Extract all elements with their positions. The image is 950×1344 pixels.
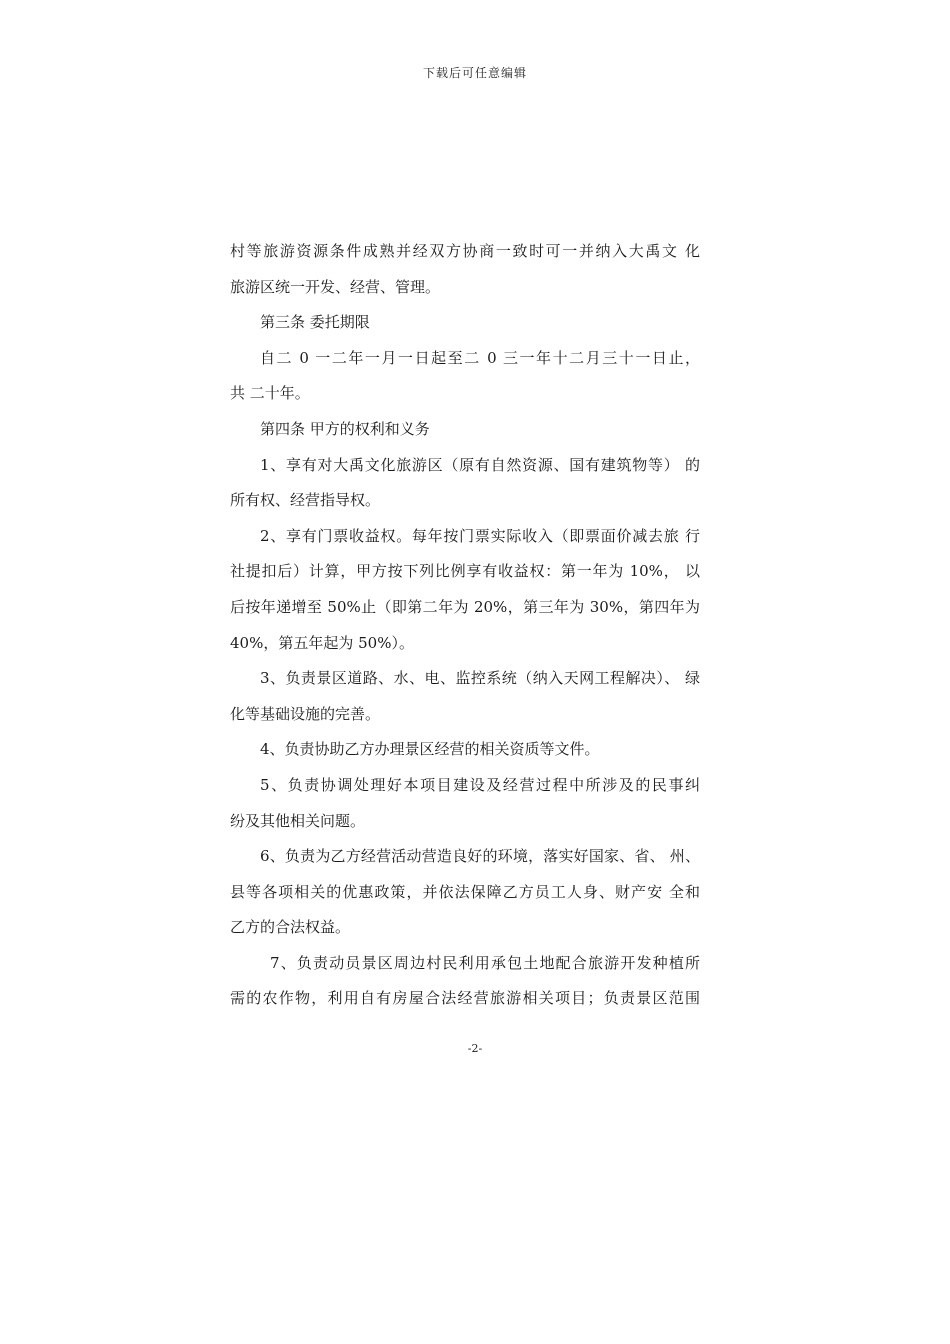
page-header: 下载后可任意编辑 bbox=[422, 66, 527, 80]
page-number: -2- bbox=[467, 1042, 483, 1055]
text-line: 4、负责协助乙方办理景区经营的相关资质等文件。 bbox=[260, 740, 600, 759]
text-line: 自二 0 一二年一月一日起至二 0 三一年十二月三十一日止， bbox=[260, 348, 700, 367]
text-line: 村等旅游资源条件成熟并经双方协商一致时可一并纳入大禹文 化 bbox=[230, 242, 700, 260]
section-heading: 第三条 委托期限 bbox=[260, 313, 370, 332]
section-heading: 第四条 甲方的权利和义务 bbox=[260, 419, 430, 438]
text-line: 共 二十年。 bbox=[230, 384, 310, 403]
text-line: 后按年递增至 50%止（即第二年为 20%，第三年为 30%，第四年为 bbox=[230, 597, 700, 616]
text-line: 3、负责景区道路、水、电、监控系统（纳入天网工程解决）、 绿 bbox=[260, 669, 700, 688]
text-line: 化等基础设施的完善。 bbox=[230, 704, 381, 723]
text-line: 旅游区统一开发、经营、管理。 bbox=[230, 277, 441, 296]
document-body bbox=[230, 234, 700, 1017]
text-line: 需的农作物，利用自有房屋合法经营旅游相关项目；负责景区范围 bbox=[230, 989, 700, 1008]
text-line: 2、享有门票收益权。每年按门票实际收入（即票面价减去旅 行 bbox=[260, 526, 700, 545]
text-line: 40%，第五年起为 50%）。 bbox=[230, 633, 414, 652]
text-line: 社提扣后）计算，甲方按下列比例享有收益权：第一年为 10%， 以 bbox=[230, 562, 700, 581]
text-line: 6、负责为乙方经营活动营造良好的环境，落实好国家、省、 州、 bbox=[260, 847, 700, 866]
text-line: 所有权、经营指导权。 bbox=[230, 491, 381, 510]
text-line: 县等各项相关的优惠政策，并依法保障乙方员工人身、财产安 全和 bbox=[230, 882, 700, 901]
text-line: 乙方的合法权益。 bbox=[230, 918, 351, 937]
text-line: 1、享有对大禹文化旅游区（原有自然资源、国有建筑物等） 的 bbox=[260, 455, 700, 474]
text-line: 5、负责协调处理好本项目建设及经营过程中所涉及的民事纠 bbox=[260, 775, 700, 794]
text-line: 纷及其他相关问题。 bbox=[230, 811, 366, 830]
text-line: 7、负责动员景区周边村民利用承包土地配合旅游开发种植所 bbox=[270, 953, 700, 972]
